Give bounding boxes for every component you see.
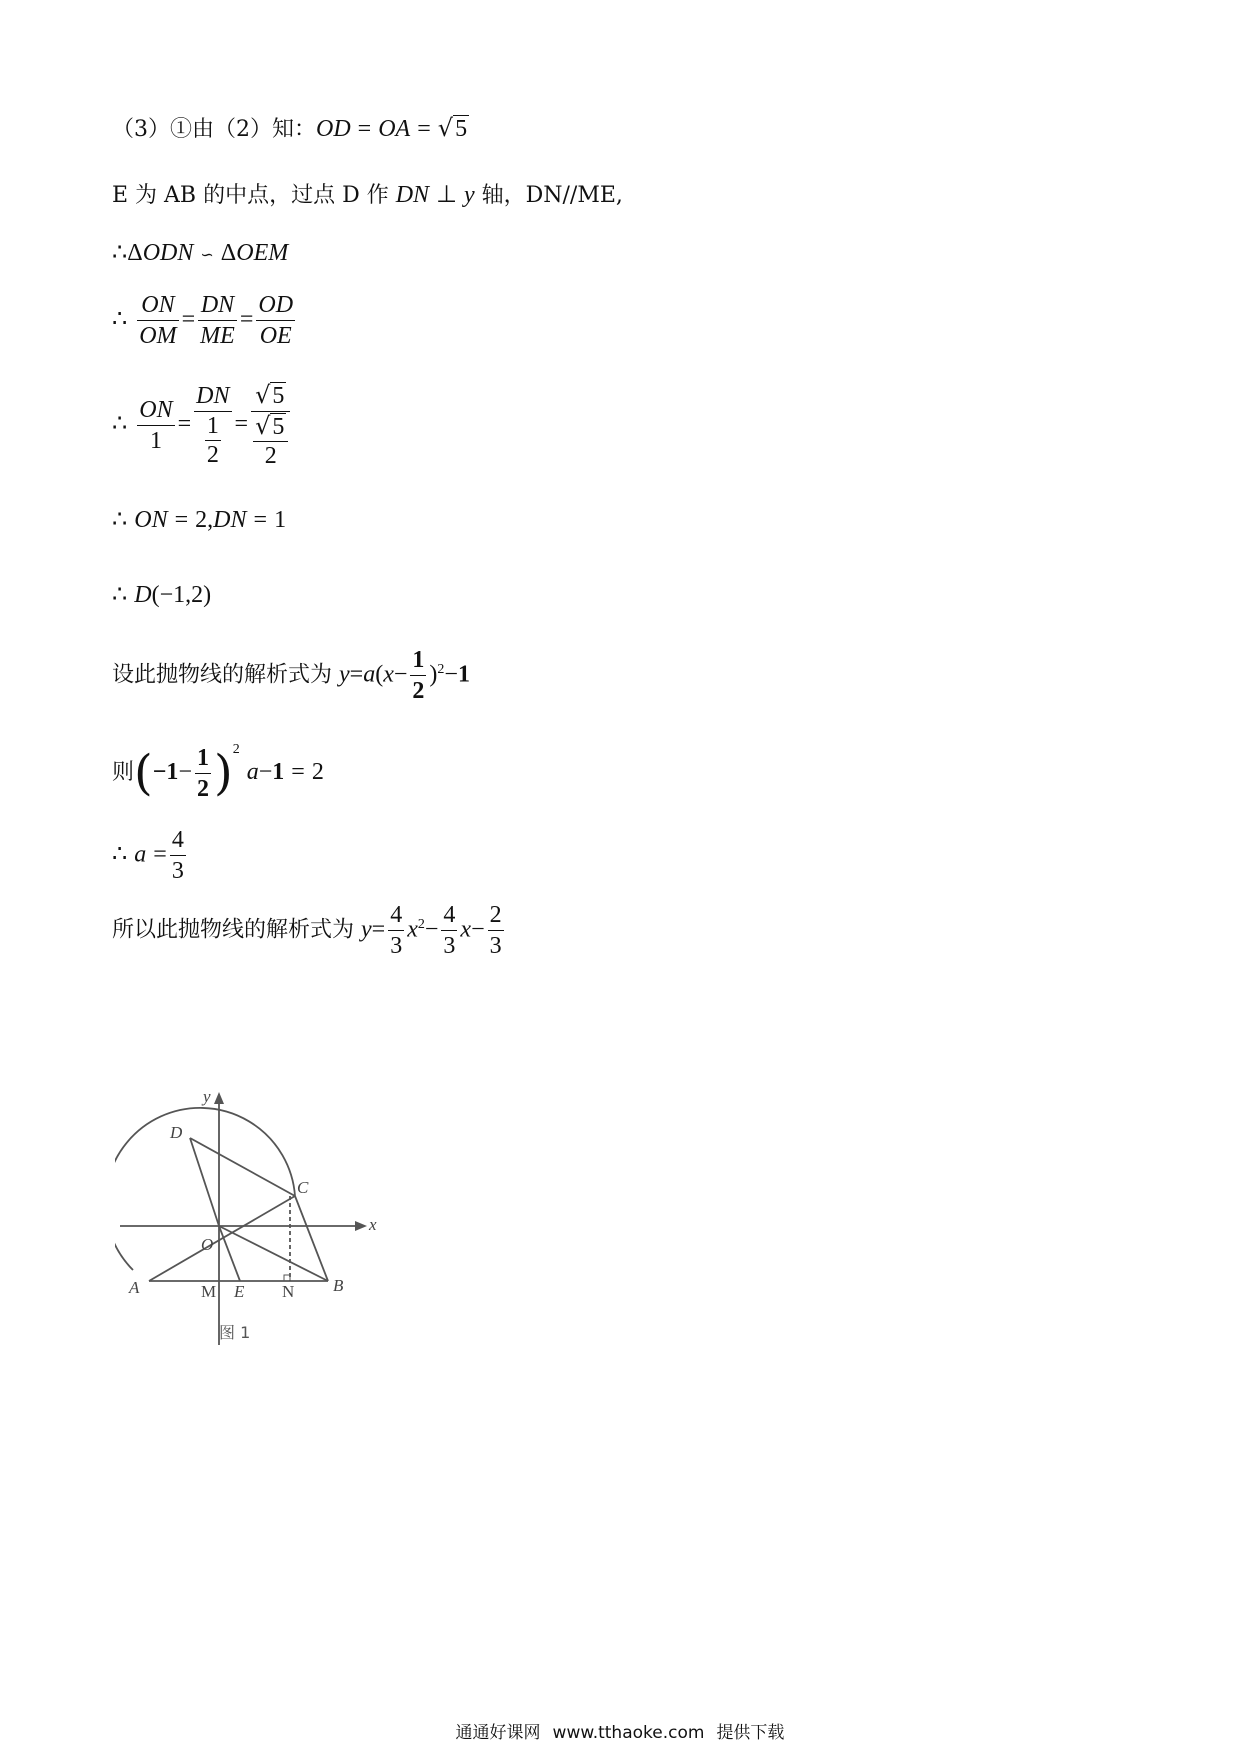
label-a: A — [129, 1278, 140, 1297]
label-b: B — [333, 1276, 344, 1295]
line-10: ∴ a = $\frac{4}{3}$ — [112, 827, 184, 884]
fraction-on-1: $\frac{ON}{1}$ — [139, 396, 173, 454]
fraction-dn-me: $\frac{DN}{ME}$ — [200, 292, 235, 349]
line-9: 则(−1− $\frac{1}{2}$ )$^2$ a−1 = 2 — [112, 742, 324, 802]
fraction-4-3: $\frac{4}{3}$ — [171, 827, 184, 884]
page-footer — [0, 1718, 1240, 1743]
fraction-4-3: $\frac{4}{3}$ — [443, 902, 456, 959]
footer-url[interactable]: www.tthaoke.com — [552, 1723, 705, 1743]
line-3: ∴ΔODN ∽ ΔOEM — [112, 240, 289, 266]
sqrt-5: √5 — [437, 114, 468, 142]
segment-ac — [149, 1196, 295, 1281]
fraction-on-om: $\frac{ON}{OM}$ — [139, 292, 177, 349]
label-n: N — [282, 1282, 295, 1301]
fraction-half: $\frac{1}{2}$ — [412, 647, 425, 704]
fraction-2-3: $\frac{2}{3}$ — [489, 902, 502, 959]
line-1: （3）①由（2）知：OD = OA = √5 — [112, 113, 469, 145]
segment-cb — [295, 1196, 328, 1281]
footer-note: 提供下载 — [716, 1723, 785, 1743]
label-x: x — [369, 1215, 377, 1234]
line-6: ∴ ON = 2,DN = 1 — [112, 507, 287, 533]
label-y: y — [203, 1090, 211, 1106]
line-5: ∴ $\frac{ON}{1}$ = $\frac{DN}{\frac{1}{2}}$ = $\frac{√5}{\frac{√5}{2}}$ — [112, 380, 293, 470]
fraction-4-3: $\frac{4}{3}$ — [390, 902, 403, 959]
label-o: O — [201, 1235, 214, 1254]
line-2: E 为 AB 的中点，过点 D 作 DN ⊥ y 轴，DN//ME, — [112, 182, 623, 208]
y-axis-arrow — [214, 1092, 224, 1104]
fraction-od-oe: $\frac{OD}{OE}$ — [258, 292, 294, 349]
label-m: M — [201, 1282, 217, 1301]
line-11: 所以此抛物线的解析式为 y= $\frac{4}{3}$ $x^2-$ $\frac{4}{3}$ x− $\frac{2}{3}$ — [112, 902, 502, 959]
fraction-half: $\frac{1}{2}$ — [196, 744, 209, 802]
label-e: E — [234, 1282, 245, 1301]
line-8: 设此抛物线的解析式为 y=a(x− $\frac{1}{2}$ )$^2$−1 — [112, 647, 470, 704]
fraction-dn-half: $\frac{DN}{\frac{1}{2}}$ — [196, 383, 230, 468]
segment-ob — [219, 1226, 328, 1281]
label-c: C — [297, 1178, 309, 1197]
figure-caption: 图 1 — [219, 1323, 251, 1342]
label-d: D — [170, 1123, 183, 1142]
x-axis-arrow — [355, 1221, 367, 1231]
line-7: ∴ D(−1,2) — [112, 582, 212, 608]
geometry-figure — [115, 1090, 415, 1350]
fraction-root5-over-root5-half: $\frac{√5}{\frac{√5}{2}}$ — [251, 380, 290, 470]
line-4: ∴ $\frac{ON}{OM}$ = $\frac{DN}{ME}$ = $\frac{OD}{OE}$ — [112, 292, 294, 349]
footer-site-name: 通通好课网 — [455, 1723, 541, 1743]
